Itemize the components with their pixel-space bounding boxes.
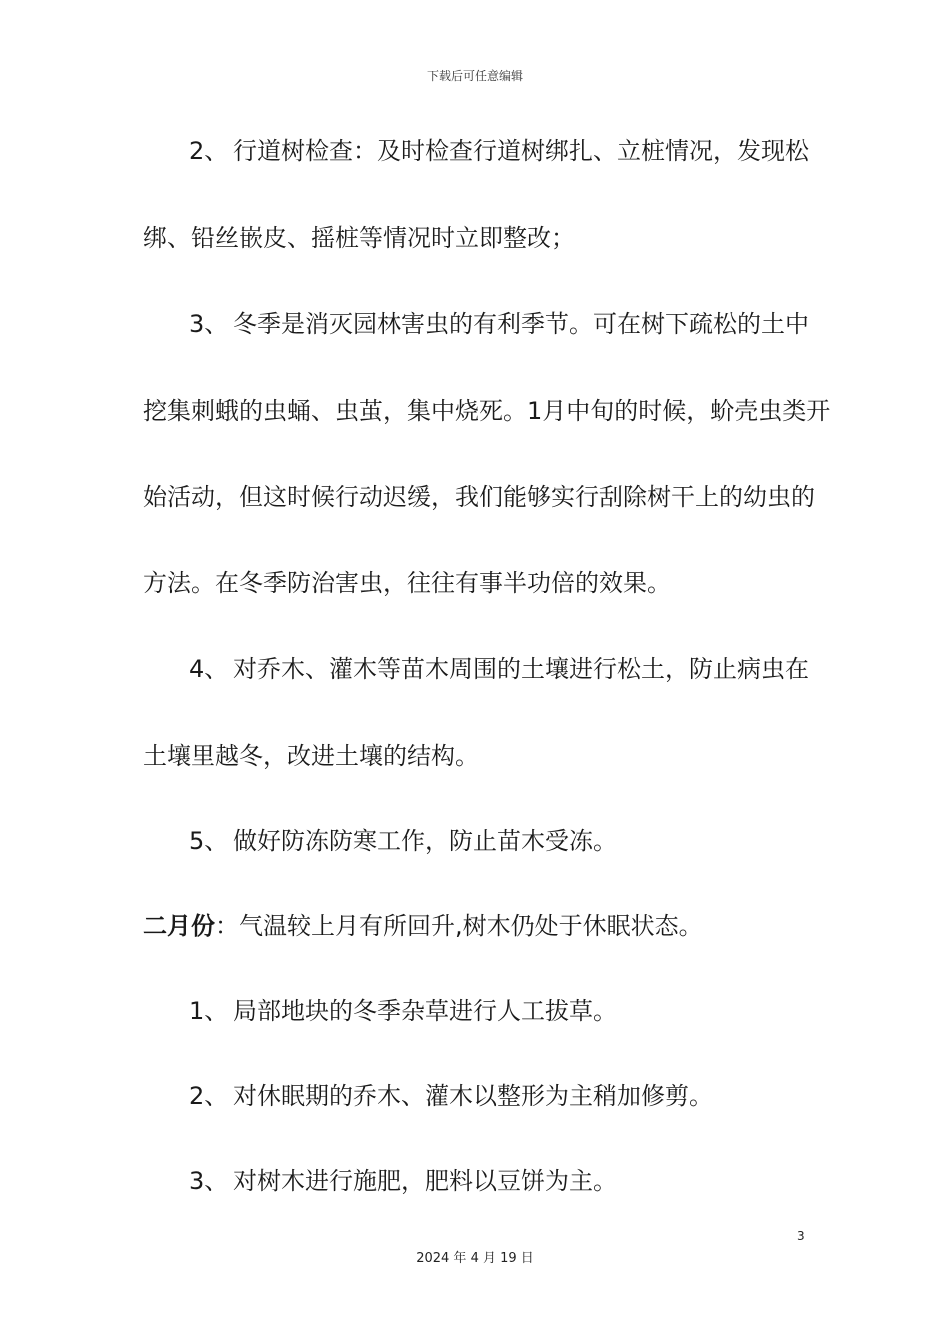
footer-date: 2024 年 4 月 19 日 (416, 1251, 534, 1266)
item-text: 对休眠期的乔木、灌木以整形为主稍加修剪。 (233, 1082, 713, 1110)
paragraph-line (0, 223, 950, 253)
item-text: 局部地块的冬季杂草进行人工拔草。 (233, 997, 617, 1025)
item-number: 4、 (189, 655, 229, 683)
item-text: 对乔木、灌木等苗木周围的土壤进行松土，防止病虫在 (233, 655, 809, 683)
item-number: 1、 (189, 997, 229, 1025)
line-text: 绑、铅丝嵌皮、摇桩等情况时立即整改； (143, 224, 575, 252)
item-text: 做好防冻防寒工作，防止苗木受冻。 (233, 827, 617, 855)
item-number: 2、 (189, 1082, 229, 1110)
item-number: 3、 (189, 1167, 229, 1195)
list-item (0, 136, 950, 166)
line-text: 始活动，但这时候行动迟缓，我们能够实行刮除树干上的幼虫的 (143, 483, 815, 511)
list-item (0, 1166, 950, 1196)
list-item (0, 826, 950, 856)
item-text: 行道树检查：及时检查行道树绑扎、立桩情况，发现松 (233, 137, 809, 165)
line-text: ：气温较上月有所回升,树木仍处于休眠状态。 (215, 912, 703, 940)
list-item (0, 309, 950, 339)
item-text: 冬季是消灭园林害虫的有利季节。可在树下疏松的土中 (233, 310, 809, 338)
list-item (0, 996, 950, 1026)
paragraph-line (0, 396, 950, 426)
item-number: 5、 (189, 827, 229, 855)
line-text: 方法。在冬季防治害虫，往往有事半功倍的效果。 (143, 569, 671, 597)
paragraph-line (0, 482, 950, 512)
item-text: 对树木进行施肥，肥料以豆饼为主。 (233, 1167, 617, 1195)
page-number: 3 (797, 1229, 805, 1243)
list-item (0, 654, 950, 684)
line-text: 土壤里越冬，改进土壤的结构。 (143, 742, 479, 770)
section-heading-line (0, 911, 950, 941)
item-number: 2、 (189, 137, 229, 165)
paragraph-line (0, 741, 950, 771)
line-text: 挖集刺蛾的虫蛹、虫茧，集中烧死。1月中旬的时候，蚧壳虫类开 (143, 397, 831, 425)
month-heading: 二月份 (143, 912, 215, 940)
item-number: 3、 (189, 310, 229, 338)
paragraph-line (0, 568, 950, 598)
list-item (0, 1081, 950, 1111)
page-header: 下载后可任意编辑 (426, 69, 523, 83)
